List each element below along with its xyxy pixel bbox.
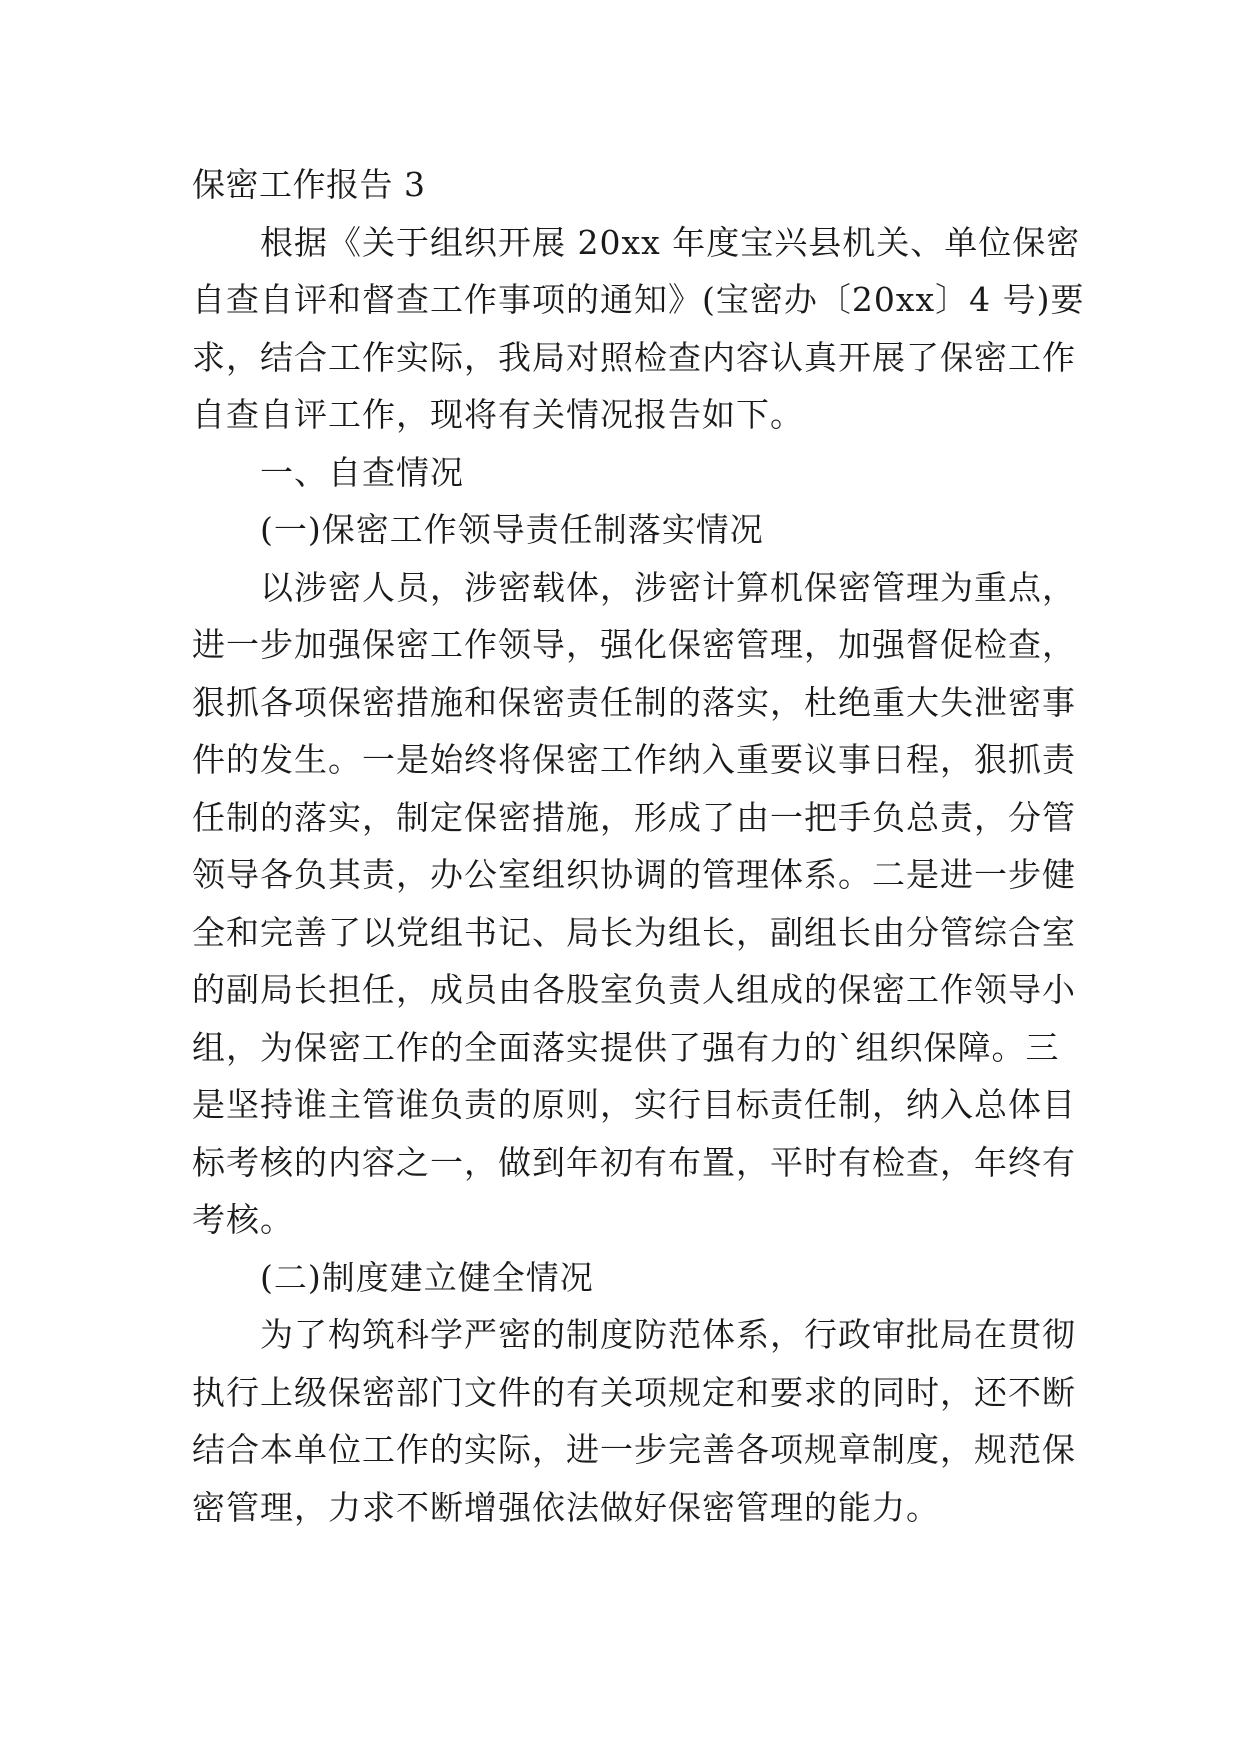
subsection-heading-2: (二)制度建立健全情况 (192, 1257, 594, 1297)
paragraph-1-line-2: 进一步加强保密工作领导，强化保密管理，加强督促检查， (192, 625, 1076, 664)
paragraph-2-line-1: 为了构筑科学严密的制度防范体系，行政审批局在贯彻 (192, 1315, 1076, 1354)
paragraph-1-line-11: 标考核的内容之一，做到年初有布置，平时有检查，年终有 (192, 1142, 1076, 1182)
paragraph-2-line-4: 密管理，力求不断增强依法做好保密管理的能力。 (192, 1487, 940, 1527)
paragraph-intro-line-3: 求，结合工作实际，我局对照检查内容认真开展了保密工作 (192, 337, 1076, 377)
document-body (192, 156, 1085, 1536)
paragraph-intro-line-2: 自查自评和督查工作事项的通知》(宝密办〔20xx〕4 号)要 (192, 280, 1085, 319)
paragraph-1-line-5: 任制的落实，制定保密措施，形成了由一把手负总责，分管 (192, 797, 1076, 837)
paragraph-1-line-3: 狠抓各项保密措施和保密责任制的落实，杜绝重大失泄密事 (192, 682, 1076, 722)
paragraph-1-line-4: 件的发生。一是始终将保密工作纳入重要议事日程，狠抓责 (192, 740, 1076, 779)
paragraph-1-line-1: 以涉密人员，涉密载体，涉密计算机保密管理为重点， (192, 567, 1076, 607)
section-heading-1: 一、自查情况 (192, 452, 464, 492)
paragraph-2-line-3: 结合本单位工作的实际，进一步完善各项规章制度，规范保 (192, 1430, 1076, 1469)
paragraph-intro-line-4: 自查自评工作，现将有关情况报告如下。 (192, 395, 804, 434)
paragraph-1-line-8: 的副局长担任，成员由各股室负责人组成的保密工作领导小 (192, 970, 1076, 1009)
paragraph-1-line-12: 考核。 (192, 1200, 294, 1239)
paragraph-1-line-9: 组，为保密工作的全面落实提供了强有力的`组织保障。三 (192, 1027, 1060, 1067)
paragraph-1-line-6: 领导各负其责，办公室组织协调的管理体系。二是进一步健 (192, 855, 1076, 894)
paragraph-1-line-10: 是坚持谁主管谁负责的原则，实行目标责任制，纳入总体目 (192, 1085, 1076, 1124)
paragraph-1-line-7: 全和完善了以党组书记、局长为组长，副组长由分管综合室 (192, 912, 1076, 952)
paragraph-2-line-2: 执行上级保密部门文件的有关项规定和要求的同时，还不断 (192, 1372, 1076, 1412)
document-title: 保密工作报告 3 (192, 165, 426, 204)
subsection-heading-1: (一)保密工作领导责任制落实情况 (192, 510, 764, 549)
paragraph-intro-line-1: 根据《关于组织开展 20xx 年度宝兴县机关、单位保密 (192, 222, 1081, 262)
